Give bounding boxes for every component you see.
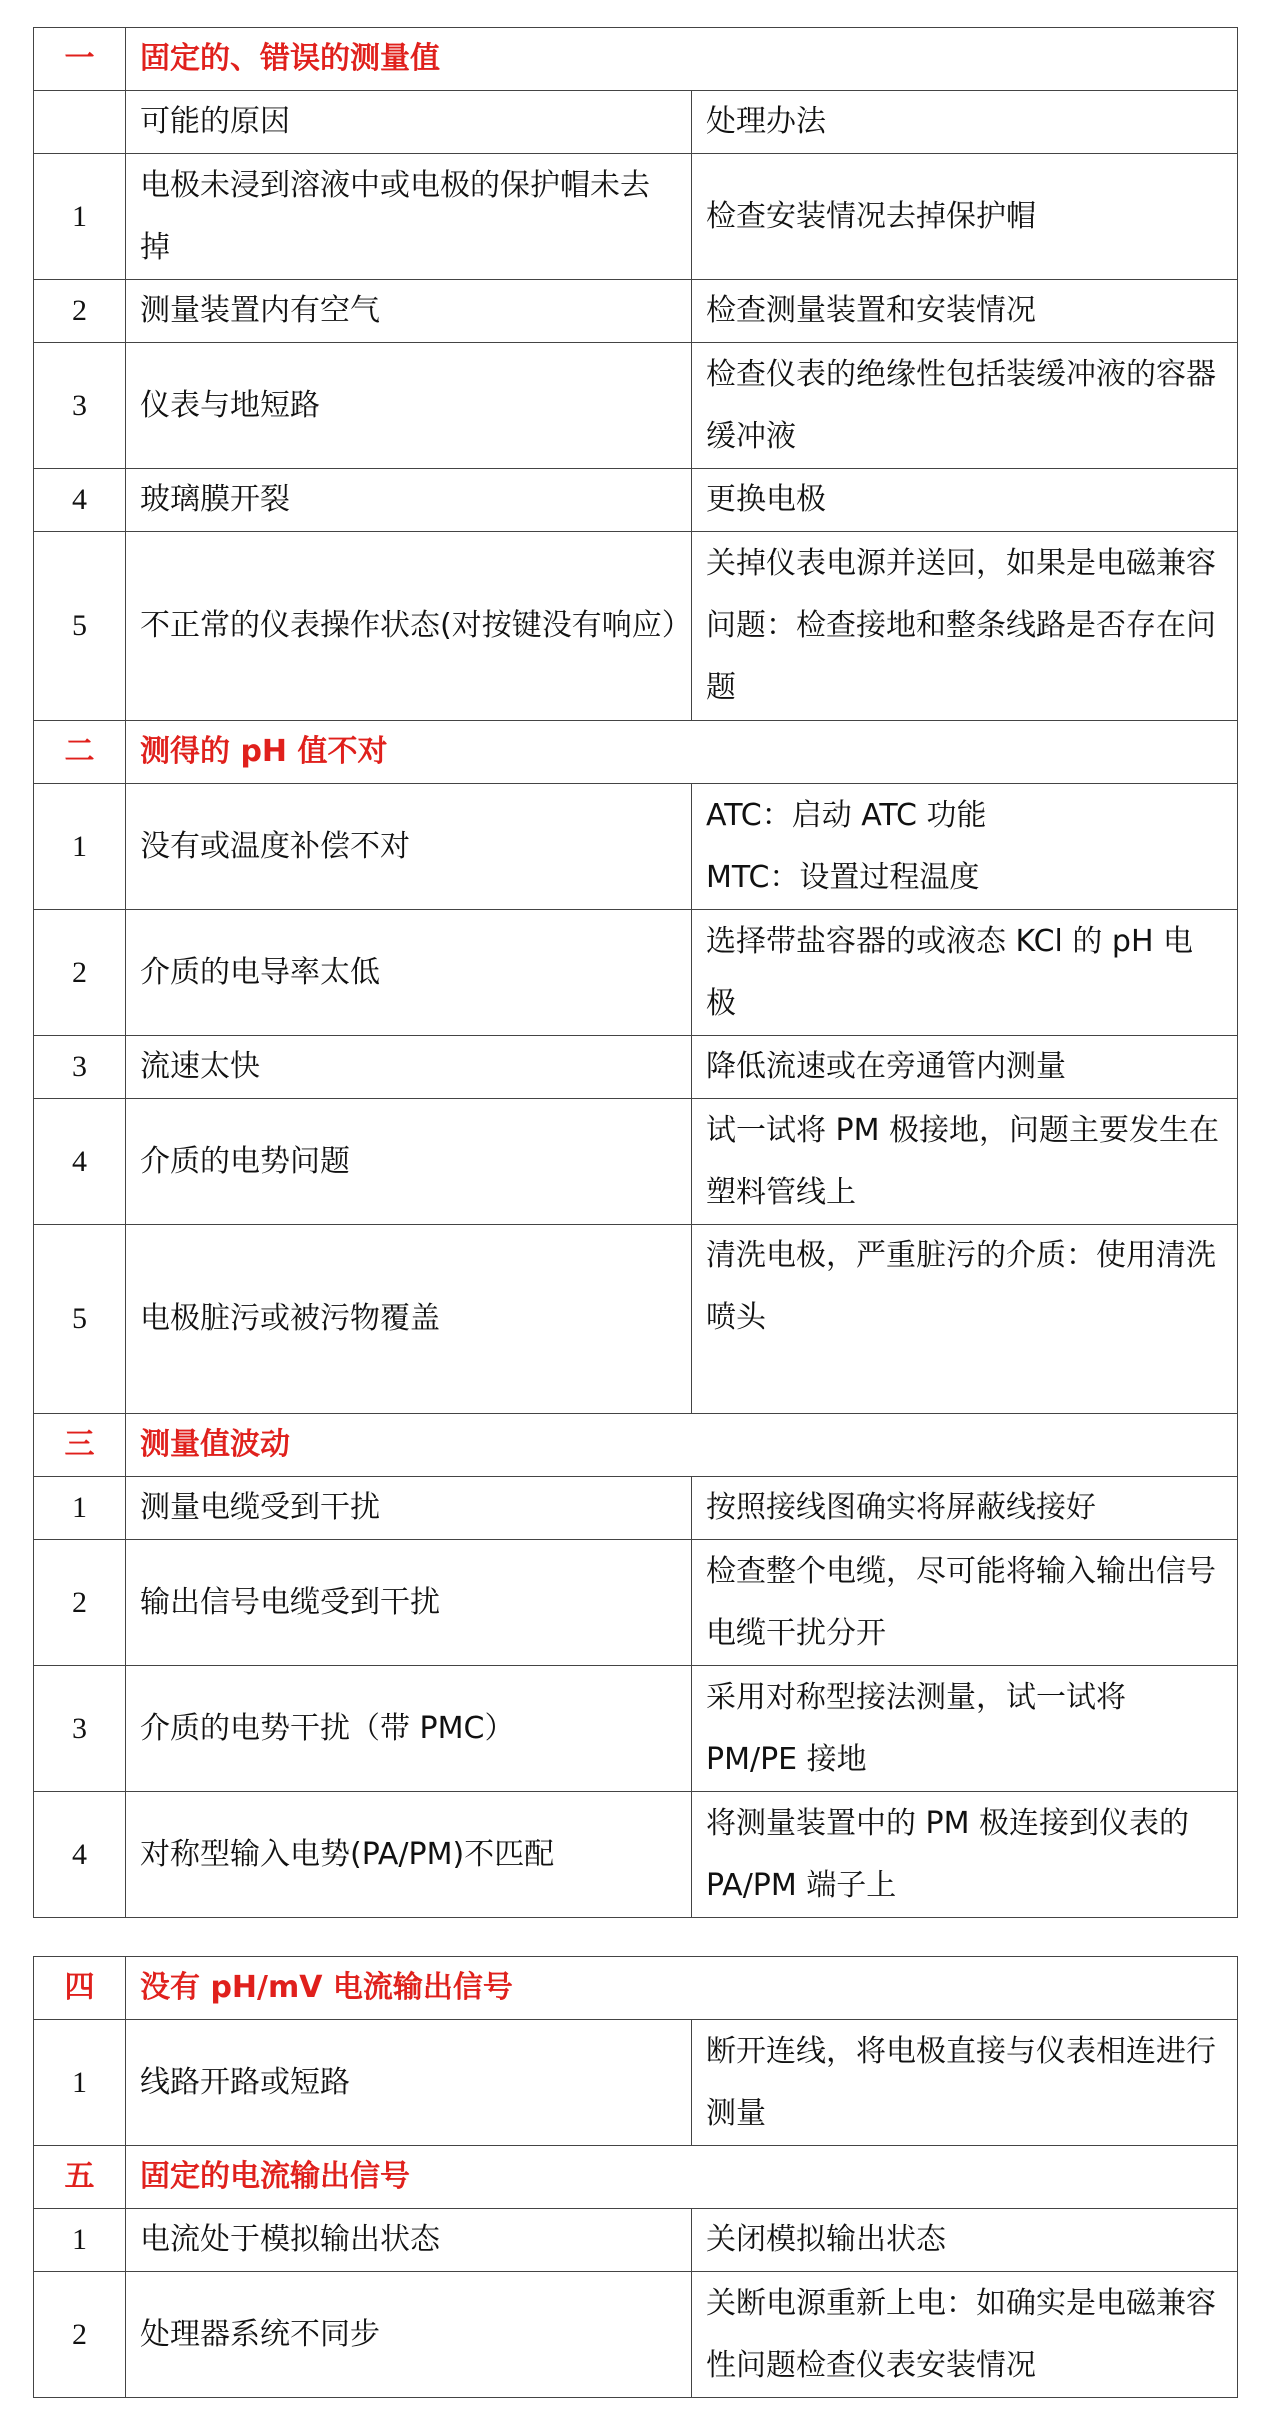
row-remedy: 检查安装情况去掉保护帽 (692, 154, 1238, 280)
row-remedy: 试一试将 PM 极接地，问题主要发生在塑料管线上 (692, 1099, 1238, 1225)
row-number: 1 (34, 154, 126, 280)
table-row (34, 2272, 1238, 2398)
row-remedy (692, 784, 1238, 910)
row-remedy: 检查测量装置和安装情况 (692, 280, 1238, 343)
table-row (34, 343, 1238, 469)
row-number: 4 (34, 1792, 126, 1918)
row-number: 1 (34, 784, 126, 910)
column-header-blank (34, 91, 126, 154)
row-remedy: 检查仪表的绝缘性包括装缓冲液的容器缓冲液 (692, 343, 1238, 469)
section-number: 四 (34, 1957, 126, 2020)
row-cause: 介质的电势问题 (126, 1099, 692, 1225)
row-number: 3 (34, 343, 126, 469)
section-title: 测量值波动 (126, 1414, 1238, 1477)
row-remedy: 将测量装置中的 PM 极连接到仪表的 PA/PM 端子上 (692, 1792, 1238, 1918)
table-row (34, 784, 1238, 910)
row-remedy: 更换电极 (692, 469, 1238, 532)
section-header-row (34, 1414, 1238, 1477)
table-row (34, 1540, 1238, 1666)
section-number: 五 (34, 2146, 126, 2209)
table-row (34, 1225, 1238, 1414)
row-number: 4 (34, 469, 126, 532)
row-number: 2 (34, 280, 126, 343)
row-number: 5 (34, 1225, 126, 1414)
troubleshooting-table-2 (33, 1956, 1238, 2398)
row-cause: 电极脏污或被污物覆盖 (126, 1225, 692, 1414)
troubleshooting-table-1 (33, 27, 1238, 1918)
section-title: 测得的 pH 值不对 (126, 721, 1238, 784)
table-row (34, 532, 1238, 721)
section-number: 二 (34, 721, 126, 784)
row-number: 2 (34, 2272, 126, 2398)
table-row (34, 1792, 1238, 1918)
column-header-remedy: 处理办法 (692, 91, 1238, 154)
row-cause: 流速太快 (126, 1036, 692, 1099)
table-row (34, 469, 1238, 532)
row-cause: 仪表与地短路 (126, 343, 692, 469)
column-header-row (34, 91, 1238, 154)
section-header-row (34, 721, 1238, 784)
row-cause: 没有或温度补偿不对 (126, 784, 692, 910)
row-cause: 介质的电势干扰（带 PMC） (126, 1666, 692, 1792)
table-row (34, 1099, 1238, 1225)
row-number: 1 (34, 2020, 126, 2146)
column-header-cause: 可能的原因 (126, 91, 692, 154)
row-number: 4 (34, 1099, 126, 1225)
row-number: 1 (34, 1477, 126, 1540)
row-cause: 处理器系统不同步 (126, 2272, 692, 2398)
row-remedy: 降低流速或在旁通管内测量 (692, 1036, 1238, 1099)
table-row (34, 2209, 1238, 2272)
section-header-row (34, 2146, 1238, 2209)
table-row (34, 1477, 1238, 1540)
section-title: 固定的电流输出信号 (126, 2146, 1238, 2209)
table-row (34, 280, 1238, 343)
table-row (34, 910, 1238, 1036)
section-header-row (34, 28, 1238, 91)
row-cause: 输出信号电缆受到干扰 (126, 1540, 692, 1666)
row-remedy: 关断电源重新上电：如确实是电磁兼容性问题检查仪表安装情况 (692, 2272, 1238, 2398)
row-cause: 不正常的仪表操作状态(对按键没有响应） (126, 532, 692, 721)
row-cause: 介质的电导率太低 (126, 910, 692, 1036)
row-remedy: 按照接线图确实将屏蔽线接好 (692, 1477, 1238, 1540)
row-cause: 对称型输入电势(PA/PM)不匹配 (126, 1792, 692, 1918)
table-row (34, 154, 1238, 280)
remedy-line: MTC：设置过程温度 (706, 859, 980, 895)
row-remedy: 关掉仪表电源并送回，如果是电磁兼容问题：检查接地和整条线路是否存在问题 (692, 532, 1238, 721)
section-header-row (34, 1957, 1238, 2020)
row-cause: 线路开路或短路 (126, 2020, 692, 2146)
row-number: 5 (34, 532, 126, 721)
remedy-line: ATC：启动 ATC 功能 (706, 797, 987, 833)
table-row (34, 2020, 1238, 2146)
row-remedy: 选择带盐容器的或液态 KCl 的 pH 电极 (692, 910, 1238, 1036)
row-cause: 测量电缆受到干扰 (126, 1477, 692, 1540)
row-remedy: 清洗电极，严重脏污的介质：使用清洗喷头 (692, 1225, 1238, 1414)
row-cause: 测量装置内有空气 (126, 280, 692, 343)
table-row (34, 1666, 1238, 1792)
section-title: 没有 pH/mV 电流输出信号 (126, 1957, 1238, 2020)
row-number: 3 (34, 1036, 126, 1099)
row-remedy: 断开连线，将电极直接与仪表相连进行测量 (692, 2020, 1238, 2146)
row-number: 2 (34, 1540, 126, 1666)
row-number: 2 (34, 910, 126, 1036)
row-cause: 电流处于模拟输出状态 (126, 2209, 692, 2272)
row-remedy: 关闭模拟输出状态 (692, 2209, 1238, 2272)
row-cause: 玻璃膜开裂 (126, 469, 692, 532)
section-title: 固定的、错误的测量值 (126, 28, 1238, 91)
row-remedy: 采用对称型接法测量，试一试将 PM/PE 接地 (692, 1666, 1238, 1792)
row-remedy: 检查整个电缆，尽可能将输入输出信号电缆干扰分开 (692, 1540, 1238, 1666)
row-number: 1 (34, 2209, 126, 2272)
table-row (34, 1036, 1238, 1099)
row-cause: 电极未浸到溶液中或电极的保护帽未去掉 (126, 154, 692, 280)
section-number: 一 (34, 28, 126, 91)
section-number: 三 (34, 1414, 126, 1477)
row-number: 3 (34, 1666, 126, 1792)
